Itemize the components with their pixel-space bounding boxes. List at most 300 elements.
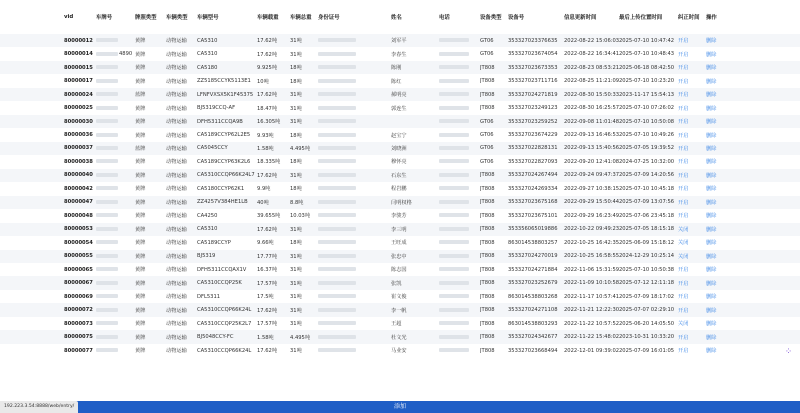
phone-cell bbox=[439, 344, 480, 357]
redacted-block bbox=[96, 267, 118, 271]
id-number-cell bbox=[318, 169, 391, 182]
delete-link[interactable]: 删除 bbox=[706, 290, 800, 303]
delete-link[interactable]: 删除 bbox=[706, 236, 800, 249]
column-header: 车辆类型 bbox=[166, 15, 188, 21]
vid-cell: 80000077 bbox=[0, 344, 96, 357]
id-number-cell bbox=[318, 250, 391, 263]
load-cell: 9.93吨 bbox=[257, 128, 290, 141]
total-weight-cell: 18吨 bbox=[290, 236, 318, 249]
correction-toggle[interactable]: 关闭 bbox=[678, 236, 706, 249]
correction-toggle[interactable]: 开启 bbox=[678, 47, 706, 60]
vehicle-type-cell: 动物运输 bbox=[166, 88, 197, 101]
delete-link[interactable]: 删除 bbox=[706, 142, 800, 155]
id-number-cell bbox=[318, 236, 391, 249]
device-number-cell: 353327023668494 bbox=[508, 344, 564, 357]
device-number-cell: 353327023675168 bbox=[508, 196, 564, 209]
device-type-cell: JT808 bbox=[480, 209, 508, 222]
correction-toggle[interactable]: 关闭 bbox=[678, 223, 706, 236]
correction-toggle[interactable]: 开启 bbox=[678, 88, 706, 101]
name-cell: 闫明权格 bbox=[391, 196, 439, 209]
plate-type-cell: 黄牌 bbox=[135, 196, 166, 209]
table-row bbox=[0, 276, 800, 289]
plate-cell bbox=[96, 263, 135, 276]
vid-cell: 80000014 bbox=[0, 47, 96, 60]
vehicle-type-cell: 动物运输 bbox=[166, 61, 197, 74]
load-cell: 17.62吨 bbox=[257, 34, 290, 47]
correction-toggle[interactable]: 开启 bbox=[678, 128, 706, 141]
load-cell: 18.335吨 bbox=[257, 155, 290, 168]
table-row bbox=[0, 34, 800, 47]
column-header: 纠正时间 bbox=[678, 15, 700, 21]
load-cell: 18.47吨 bbox=[257, 101, 290, 114]
redacted-block bbox=[439, 254, 469, 258]
total-weight-cell: 4.495吨 bbox=[290, 330, 318, 343]
vid-cell: 80000067 bbox=[0, 276, 96, 289]
plate-type-cell: 黄牌 bbox=[135, 209, 166, 222]
vehicle-type-cell: 动物运输 bbox=[166, 128, 197, 141]
device-type-cell: JT808 bbox=[480, 223, 508, 236]
redacted-block bbox=[439, 240, 469, 244]
update-time-cell: 2022-11-06 15:31:59 bbox=[564, 263, 619, 276]
model-cell: DFL5311 bbox=[197, 290, 257, 303]
redacted-block bbox=[439, 308, 469, 312]
vid-cell: 80000069 bbox=[0, 290, 96, 303]
vehicle-type-cell: 动物运输 bbox=[166, 290, 197, 303]
device-number-cell: 353327023674229 bbox=[508, 128, 564, 141]
total-weight-cell: 31吨 bbox=[290, 88, 318, 101]
redacted-block bbox=[318, 186, 356, 190]
plate-cell bbox=[96, 115, 135, 128]
device-type-cell: JT808 bbox=[480, 263, 508, 276]
phone-cell bbox=[439, 101, 480, 114]
table-body bbox=[0, 34, 800, 357]
redacted-block bbox=[96, 200, 118, 204]
delete-link[interactable]: 删除 bbox=[706, 303, 800, 316]
table-row bbox=[0, 196, 800, 209]
delete-link[interactable]: 删除 bbox=[706, 155, 800, 168]
vehicle-type-cell: 动物运输 bbox=[166, 317, 197, 330]
vehicle-type-cell: 动物运输 bbox=[166, 155, 197, 168]
total-weight-cell: 31吨 bbox=[290, 115, 318, 128]
total-weight-cell: 31吨 bbox=[290, 317, 318, 330]
vehicle-type-cell: 动物运输 bbox=[166, 101, 197, 114]
total-weight-cell: 31吨 bbox=[290, 250, 318, 263]
device-type-cell: GT06 bbox=[480, 47, 508, 60]
model-cell: CA5180 bbox=[197, 61, 257, 74]
correction-toggle[interactable]: 开启 bbox=[678, 303, 706, 316]
load-cell: 1.58吨 bbox=[257, 330, 290, 343]
id-number-cell bbox=[318, 209, 391, 222]
plate-type-cell: 黄牌 bbox=[135, 128, 166, 141]
update-time-cell: 2022-08-30 15:50:33 bbox=[564, 88, 619, 101]
phone-cell bbox=[439, 34, 480, 47]
redacted-block bbox=[96, 254, 118, 258]
total-weight-cell: 18吨 bbox=[290, 128, 318, 141]
id-number-cell bbox=[318, 47, 391, 60]
name-cell: 王旺成 bbox=[391, 236, 439, 249]
vehicle-type-cell: 动物运输 bbox=[166, 34, 197, 47]
device-number-cell: 353327024271819 bbox=[508, 88, 564, 101]
column-header: 电话 bbox=[439, 15, 450, 21]
model-cell: BJ5048CCY-FC bbox=[197, 330, 257, 343]
device-number-cell: 353327023673353 bbox=[508, 61, 564, 74]
name-cell: 刘军平 bbox=[391, 34, 439, 47]
redacted-block bbox=[439, 159, 469, 163]
correction-toggle[interactable]: 开启 bbox=[678, 330, 706, 343]
phone-cell bbox=[439, 47, 480, 60]
redacted-block bbox=[318, 227, 356, 231]
redacted-block bbox=[318, 240, 356, 244]
plate-cell bbox=[96, 236, 135, 249]
device-number-cell: 353327024267494 bbox=[508, 169, 564, 182]
last-upload-cell: 2025-07-09 16:01:05 bbox=[619, 344, 678, 357]
model-cell: CA5189CCYP bbox=[197, 236, 257, 249]
redacted-block bbox=[439, 79, 469, 83]
device-type-cell: JT808 bbox=[480, 236, 508, 249]
last-upload-cell: 2024-12-29 10:25:14 bbox=[619, 250, 678, 263]
device-type-cell: JT808 bbox=[480, 344, 508, 357]
plate-cell bbox=[96, 101, 135, 114]
id-number-cell bbox=[318, 276, 391, 289]
device-number-cell: 353327024342677 bbox=[508, 330, 564, 343]
device-number-cell: 863014538803257 bbox=[508, 236, 564, 249]
plate-type-cell: 黄牌 bbox=[135, 169, 166, 182]
delete-link[interactable]: 删除 bbox=[706, 344, 800, 357]
table-header-row bbox=[0, 0, 800, 34]
vid-cell: 80000053 bbox=[0, 223, 96, 236]
correction-toggle[interactable]: 开启 bbox=[678, 61, 706, 74]
redacted-block bbox=[96, 133, 118, 137]
column-header: 牌照类型 bbox=[135, 15, 157, 21]
delete-link[interactable]: 删除 bbox=[706, 182, 800, 195]
table-row bbox=[0, 155, 800, 168]
device-type-cell: JT808 bbox=[480, 182, 508, 195]
last-upload-cell: 2025-07-10 10:49:26 bbox=[619, 128, 678, 141]
device-number-cell: 353327024271884 bbox=[508, 263, 564, 276]
vehicle-type-cell: 动物运输 bbox=[166, 303, 197, 316]
redacted-block bbox=[96, 240, 118, 244]
delete-link[interactable]: 删除 bbox=[706, 169, 800, 182]
id-number-cell bbox=[318, 223, 391, 236]
correction-toggle[interactable]: 开启 bbox=[678, 142, 706, 155]
redacted-block bbox=[96, 38, 118, 42]
correction-toggle[interactable]: 开启 bbox=[678, 196, 706, 209]
plate-cell bbox=[96, 47, 135, 60]
column-header: 车牌号 bbox=[96, 15, 113, 21]
vid-cell: 80000042 bbox=[0, 182, 96, 195]
name-cell: 张凯 bbox=[391, 276, 439, 289]
model-cell: CA5310 bbox=[197, 34, 257, 47]
vid-cell: 80000030 bbox=[0, 115, 96, 128]
model-cell: ZZ5185CCYK5113E1 bbox=[197, 74, 257, 87]
name-cell bbox=[391, 115, 439, 128]
table-row bbox=[0, 115, 800, 128]
phone-cell bbox=[439, 290, 480, 303]
table-row bbox=[0, 330, 800, 343]
id-number-cell bbox=[318, 290, 391, 303]
delete-link[interactable]: 删除 bbox=[706, 34, 800, 47]
correction-toggle[interactable]: 开启 bbox=[678, 101, 706, 114]
table-row bbox=[0, 169, 800, 182]
redacted-block bbox=[439, 200, 469, 204]
vid-cell: 80000055 bbox=[0, 250, 96, 263]
phone-cell bbox=[439, 330, 480, 343]
correction-toggle[interactable]: 开启 bbox=[678, 34, 706, 47]
device-number-cell: 353327023252679 bbox=[508, 276, 564, 289]
update-time-cell: 2022-09-13 16:46:53 bbox=[564, 128, 619, 141]
load-cell: 9.925吨 bbox=[257, 61, 290, 74]
plate-type-cell: 黄牌 bbox=[135, 115, 166, 128]
id-number-cell bbox=[318, 142, 391, 155]
model-cell: CA5310 bbox=[197, 223, 257, 236]
plate-cell bbox=[96, 88, 135, 101]
device-number-cell: 353327023376635 bbox=[508, 34, 564, 47]
load-cell: 10吨 bbox=[257, 74, 290, 87]
id-number-cell bbox=[318, 330, 391, 343]
vid-cell: 80000017 bbox=[0, 74, 96, 87]
device-number-cell: 353327024269334 bbox=[508, 182, 564, 195]
name-cell: 程岩鹏 bbox=[391, 182, 439, 195]
device-type-cell: GT06 bbox=[480, 155, 508, 168]
table-row bbox=[0, 209, 800, 222]
plate-type-cell: 黄牌 bbox=[135, 236, 166, 249]
device-type-cell: GT06 bbox=[480, 142, 508, 155]
load-cell: 17.77吨 bbox=[257, 250, 290, 263]
model-cell: CA5310CCQP66K24L bbox=[197, 344, 257, 357]
table-row bbox=[0, 182, 800, 195]
table-row bbox=[0, 344, 800, 357]
plate-type-cell: 黄牌 bbox=[135, 290, 166, 303]
vid-cell: 80000072 bbox=[0, 303, 96, 316]
vehicle-type-cell: 动物运输 bbox=[166, 142, 197, 155]
device-type-cell: JT808 bbox=[480, 330, 508, 343]
device-type-cell: JT808 bbox=[480, 303, 508, 316]
redacted-block bbox=[439, 294, 469, 298]
correction-toggle[interactable]: 开启 bbox=[678, 169, 706, 182]
id-number-cell bbox=[318, 344, 391, 357]
name-cell: 郭连生 bbox=[391, 101, 439, 114]
floating-widget-icon[interactable]: ⁘ bbox=[786, 348, 792, 355]
update-time-cell: 2022-09-08 11:01:48 bbox=[564, 115, 619, 128]
plate-cell bbox=[96, 209, 135, 222]
delete-link[interactable]: 删除 bbox=[706, 61, 800, 74]
correction-toggle[interactable]: 开启 bbox=[678, 344, 706, 357]
last-upload-cell: 2025-07-10 10:23:20 bbox=[619, 74, 678, 87]
plate-type-cell: 黄牌 bbox=[135, 34, 166, 47]
update-time-cell: 2022-11-17 10:57:41 bbox=[564, 290, 619, 303]
redacted-block bbox=[96, 79, 118, 83]
device-type-cell: JT808 bbox=[480, 101, 508, 114]
device-type-cell: JT808 bbox=[480, 88, 508, 101]
total-weight-cell: 31吨 bbox=[290, 290, 318, 303]
table-row bbox=[0, 128, 800, 141]
vid-cell: 80000024 bbox=[0, 88, 96, 101]
delete-link[interactable]: 删除 bbox=[706, 47, 800, 60]
load-cell: 16.305吨 bbox=[257, 115, 290, 128]
delete-link[interactable]: 删除 bbox=[706, 128, 800, 141]
plate-cell bbox=[96, 223, 135, 236]
total-weight-cell: 31吨 bbox=[290, 34, 318, 47]
delete-link[interactable]: 删除 bbox=[706, 74, 800, 87]
correction-toggle[interactable]: 开启 bbox=[678, 290, 706, 303]
plate-type-cell: 黄牌 bbox=[135, 317, 166, 330]
plate-type-cell: 黄牌 bbox=[135, 303, 166, 316]
delete-link[interactable]: 删除 bbox=[706, 263, 800, 276]
plate-type-cell: 黄牌 bbox=[135, 61, 166, 74]
vehicle-type-cell: 动物运输 bbox=[166, 236, 197, 249]
correction-toggle[interactable]: 开启 bbox=[678, 155, 706, 168]
last-upload-cell: 2025-06-09 15:18:12 bbox=[619, 236, 678, 249]
table-row bbox=[0, 61, 800, 74]
update-time-cell: 2022-09-20 12:41:08 bbox=[564, 155, 619, 168]
model-cell: CA5189CCYP62L2E5 bbox=[197, 128, 257, 141]
vid-cell: 80000036 bbox=[0, 128, 96, 141]
delete-link[interactable]: 删除 bbox=[706, 250, 800, 263]
total-weight-cell: 31吨 bbox=[290, 303, 318, 316]
redacted-block bbox=[96, 65, 118, 69]
model-cell: CA5310 bbox=[197, 47, 257, 60]
last-upload-cell: 2025-07-10 10:47:42 bbox=[619, 34, 678, 47]
correction-toggle[interactable]: 关闭 bbox=[678, 250, 706, 263]
update-time-cell: 2022-11-22 15:48:02 bbox=[564, 330, 619, 343]
load-cell: 17.62吨 bbox=[257, 223, 290, 236]
load-cell: 9.9吨 bbox=[257, 182, 290, 195]
last-upload-cell: 2023-10-31 10:33:20 bbox=[619, 330, 678, 343]
name-cell: 马业安 bbox=[391, 344, 439, 357]
load-cell: 17.62吨 bbox=[257, 169, 290, 182]
table-row bbox=[0, 303, 800, 316]
column-header: 车辆型号 bbox=[197, 15, 219, 21]
plate-type-cell: 黄牌 bbox=[135, 155, 166, 168]
redacted-block bbox=[439, 348, 469, 352]
id-number-cell bbox=[318, 263, 391, 276]
model-cell: CA5310CCQP66K24L bbox=[197, 303, 257, 316]
redacted-block bbox=[96, 186, 118, 190]
plate-cell bbox=[96, 142, 135, 155]
correction-toggle[interactable]: 开启 bbox=[678, 276, 706, 289]
name-cell: 崔文俊 bbox=[391, 290, 439, 303]
vehicle-type-cell: 动物运输 bbox=[166, 330, 197, 343]
redacted-block bbox=[318, 159, 356, 163]
update-time-cell: 2022-08-25 11:21:09 bbox=[564, 74, 619, 87]
redacted-block bbox=[318, 294, 356, 298]
plate-type-cell: 黄牌 bbox=[135, 344, 166, 357]
id-number-cell bbox=[318, 128, 391, 141]
total-weight-cell: 18吨 bbox=[290, 182, 318, 195]
load-cell: 17.62吨 bbox=[257, 344, 290, 357]
redacted-block bbox=[439, 227, 469, 231]
delete-link[interactable]: 删除 bbox=[706, 330, 800, 343]
vid-cell: 80000040 bbox=[0, 169, 96, 182]
redacted-block bbox=[96, 348, 118, 352]
redacted-block bbox=[96, 52, 118, 56]
total-weight-cell: 31吨 bbox=[290, 47, 318, 60]
load-cell: 17.57吨 bbox=[257, 276, 290, 289]
delete-link[interactable]: 删除 bbox=[706, 88, 800, 101]
add-button[interactable]: 添加 bbox=[393, 403, 406, 410]
total-weight-cell: 10.03吨 bbox=[290, 209, 318, 222]
redacted-block bbox=[439, 106, 469, 110]
id-number-cell bbox=[318, 115, 391, 128]
device-type-cell: GT06 bbox=[480, 115, 508, 128]
correction-toggle[interactable]: 开启 bbox=[678, 182, 706, 195]
name-cell: 王超 bbox=[391, 317, 439, 330]
id-number-cell bbox=[318, 317, 391, 330]
column-header: 车辆总重 bbox=[290, 15, 312, 21]
last-upload-cell: 2025-07-09 14:20:56 bbox=[619, 169, 678, 182]
last-upload-cell: 2025-06-18 08:42:50 bbox=[619, 61, 678, 74]
correction-toggle[interactable]: 开启 bbox=[678, 74, 706, 87]
column-header: 身份证号 bbox=[318, 15, 340, 21]
delete-link[interactable]: 删除 bbox=[706, 209, 800, 222]
delete-link[interactable]: 删除 bbox=[706, 115, 800, 128]
load-cell: 39.655吨 bbox=[257, 209, 290, 222]
redacted-block bbox=[96, 308, 118, 312]
redacted-block bbox=[439, 281, 469, 285]
plate-type-cell: 黄牌 bbox=[135, 276, 166, 289]
redacted-block bbox=[96, 173, 118, 177]
redacted-block bbox=[439, 65, 469, 69]
vehicle-type-cell: 动物运输 bbox=[166, 276, 197, 289]
column-header: 信息更新时间 bbox=[564, 15, 597, 21]
column-header: 姓名 bbox=[391, 15, 402, 21]
device-number-cell: 353327022828131 bbox=[508, 142, 564, 155]
load-cell: 40吨 bbox=[257, 196, 290, 209]
total-weight-cell: 18吨 bbox=[290, 155, 318, 168]
delete-link[interactable]: 删除 bbox=[706, 101, 800, 114]
redacted-block bbox=[318, 173, 356, 177]
vehicle-type-cell: 动物运输 bbox=[166, 263, 197, 276]
total-weight-cell: 31吨 bbox=[290, 344, 318, 357]
model-cell: ZZ4257V384HE1LB bbox=[197, 196, 257, 209]
delete-link[interactable]: 删除 bbox=[706, 223, 800, 236]
last-upload-cell: 2025-07-10 10:50:08 bbox=[619, 115, 678, 128]
column-header: 车辆载重 bbox=[257, 15, 279, 21]
redacted-block bbox=[96, 281, 118, 285]
plate-type-cell: 黄牌 bbox=[135, 250, 166, 263]
redacted-block bbox=[439, 321, 469, 325]
correction-toggle[interactable]: 开启 bbox=[678, 115, 706, 128]
load-cell: 17.62吨 bbox=[257, 303, 290, 316]
plate-type-cell: 黄牌 bbox=[135, 47, 166, 60]
bottom-bar bbox=[0, 401, 800, 413]
redacted-block bbox=[96, 227, 118, 231]
correction-toggle[interactable]: 开启 bbox=[678, 209, 706, 222]
vid-cell: 80000048 bbox=[0, 209, 96, 222]
delete-link[interactable]: 删除 bbox=[706, 317, 800, 330]
correction-toggle[interactable]: 开启 bbox=[678, 263, 706, 276]
phone-cell bbox=[439, 303, 480, 316]
redacted-block bbox=[439, 92, 469, 96]
device-number-cell: 353327024271108 bbox=[508, 303, 564, 316]
status-url: 192.223.3.54:8888/web/entry/ bbox=[0, 401, 78, 413]
plate-cell bbox=[96, 276, 135, 289]
device-type-cell: JT808 bbox=[480, 61, 508, 74]
update-time-cell: 2022-09-27 10:38:15 bbox=[564, 182, 619, 195]
model-cell: DFH5311CCQA9B bbox=[197, 115, 257, 128]
redacted-block bbox=[96, 146, 118, 150]
name-cell: 李一帆 bbox=[391, 303, 439, 316]
delete-link[interactable]: 删除 bbox=[706, 196, 800, 209]
load-cell: 1.58吨 bbox=[257, 142, 290, 155]
delete-link[interactable]: 删除 bbox=[706, 276, 800, 289]
update-time-cell: 2022-10-22 09:49:23 bbox=[564, 223, 619, 236]
device-type-cell: JT808 bbox=[480, 250, 508, 263]
plate-type-cell: 蓝牌 bbox=[135, 142, 166, 155]
table-row bbox=[0, 47, 800, 60]
redacted-block bbox=[439, 186, 469, 190]
correction-toggle[interactable]: 关闭 bbox=[678, 317, 706, 330]
